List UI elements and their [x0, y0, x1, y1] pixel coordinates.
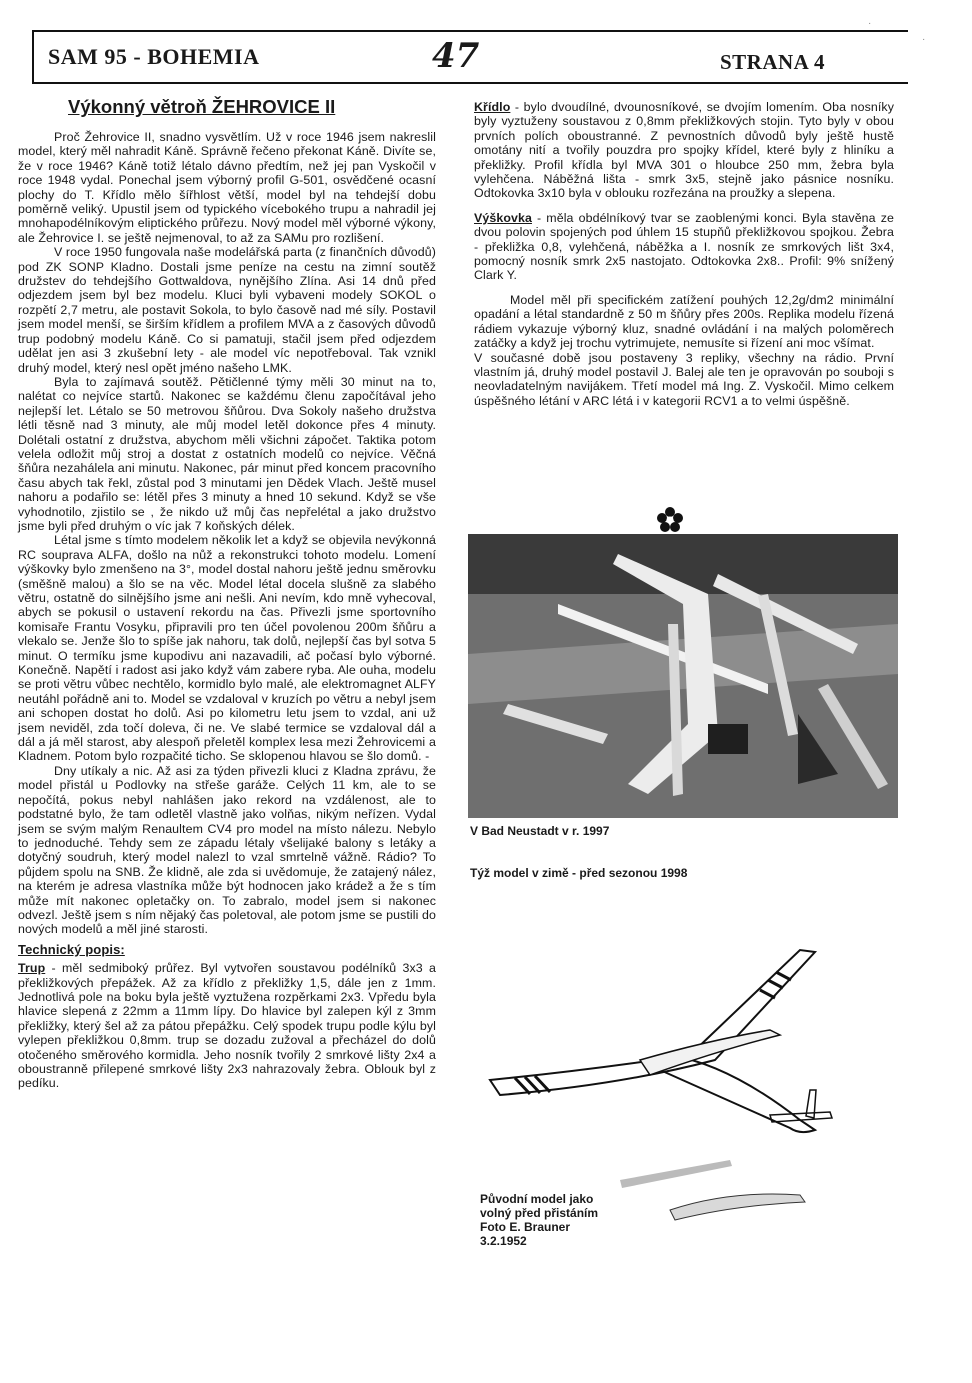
- paragraph: Byla to zajímavá soutěž. Pětičlenné týmy měli 30 minut na to, nalétat co nejvíce startů. Nakonec se každému členu započítával jeho nejlepší let. Létalo se 50 metrovou šňůrou. Dva Sokoly našeho družstva létli těsně nad 3 minuty, ale můj model letěl dokonce přes 4 minuty. Dolétali ostatní z družstva, abychom měli všichni zápočet. Taktika potom velela odložit můj stroj a dostat z ostatních modelů co nejvíce. Věčná šňůra nezahálela ani minutu. Nakonec, pár minut před koncem pracovního času abych tak řekl, zůstal pod 3 minutami jen Dědek Vlach. Ještě musel nahoru a podařilo se: létěl přes 3 minuty a hned 10 sekund. Když se vše vyhodnotilo, zjistilo se , že nikdo už můj čas nepřelétal a jako družstvo jsme byli před druhým o víc jak 7 koňských délek.: [18, 374, 436, 533]
- kridlo-label: Křídlo: [474, 100, 511, 114]
- issue-number: 47: [432, 36, 480, 76]
- page-number: STRANA 4: [720, 50, 825, 74]
- right-column: [474, 100, 894, 408]
- newsletter-name: SAM 95 - BOHEMIA: [48, 44, 260, 69]
- tech-heading: Technický popis:: [18, 941, 125, 957]
- left-column: [18, 130, 436, 1091]
- photo-caption: Týž model v zimě - před sezonou 1998: [470, 866, 688, 880]
- paragraph: V roce 1950 fungovala naše modelářská parta (z finančních důvodů) pod ZK SONP Kladno. Dostali jsme peníze na cestu na zimní soutěž družstev do tehdejšího Gottwaldova, nynějšího Zlína. Asi 14 dnů před odjezdem jsem byl bez modelu. Kluci byli vybaveni modely SOKOL o rozpětí 2,7 metru, ale postavit Sokola, to bylo časově nad mé síly. Postavil jsem model menší, se širším křídlem a profilem MVA a z časových důvodů trup podobný modelu Káně. Co si pamatuji, stačil jsem před odjezdem udělat jen asi 3 zkušební lety - ale model víc nepotřeboval. Tak vznikl druhý model, který nesl opět jméno našeho LMK.: [18, 245, 436, 375]
- kridlo-paragraph: [474, 100, 894, 201]
- paragraph: Dny utíkaly a nic. Až asi za týden přivezli kluci z Kladna zprávu, že model přistál u Podlovky na střeše garáže. Celých 11 km, ale to se nepočítá, pokus nebyl nahlášen jako rekord na vzdálenost, ale to podstatné bylo, že tam odletěl vlastně jako volňas, nikým neřízen. Vydal jsem se svým malým Renaultem CV4 pro model na místo nálezu. Nebylo to jednoduché. Tehdy sem ze západu létaly všelijaké balony s letáky a dotyčný soudruh, který model nalezl to vzal smrtelně vážně. Rádio? To půjdem spolu na SNB. Že klidně, ale zda si uvědomuje, že zatajený nález, na kterém je adresa vlastníka může být hodnocen jako krádež a že s tím může mít nakonec opletačky on. To zabralo, model jsem si nakonec odvezl. Ještě jsem s ním nějaký čas poletoval, ale potom jsme se pustili do nových modelů a měl jiné starosti.: [18, 763, 436, 937]
- vyskovka-text: - měla obdélníkový tvar se zaoblenými konci. Byla stavěna ze dvou polovin spojených pod úhlem 15 stupňů překližkovou spojkou. Žebra - překližka 0,8, vylehčená, náběžka a I. nosník ze smrkových lišt 3x4, pomocný nosník smrk 2x5 nastojato. Odtokovka 2x8.. Profil: 9% snížený Clark Y.: [474, 210, 894, 283]
- kridlo-text: - bylo dvoudílné, dvounosníkové, se dvojím lomením. Oba nosníky byly vyztuženy soustavou z 0,8mm překližkových stojin. Tyto byly v obou prvních polích oboustranné. Z pevnostních důvodů byly ještě hustě omotány nití a tvořily pouzdra pro spojky křídel, které byly z hliníku a překližky. Profil křídla byl MVA 301 o hloubce 250 mm, žebra byla vylehčena. Náběžná lišta - smrk 3x5, stejně jako pásnice nosníku. Odtokovka 3x10 byla v oblouku rozřezána na proužky a slepena.: [474, 100, 894, 201]
- trup-text: - měl sedmiboký průřez. Byl vytvořen soustavou podélníků 3x3 a překližkových přepážek. Až za křídlo z překližky 1,5, dále jen z 1mm. Jednotlivá pole na boku byla ještě vyztužena rozpěrkami 2x3. Vpředu byla hlavice slepená z 22mm a 11mm lípy. Do hlavice byl zalepen kýl z 3mm překližky, který šel až za pátou přepážku. Celý spodek trupu podle kýlu byl vylepen překližkou 0,8mm. trup se dozadu zužoval a přecházel do dolů otočeného směrového kormidla. Jeho nosník tvořily 2 smrkové lišty 2x4 a oboustranně přilepené smrkové lišty 2x3 nahrazovaly žebra. Oblouk byl z pedíku.: [18, 961, 436, 1091]
- vyskovka-paragraph: [474, 211, 894, 283]
- photo-gliders: [468, 534, 898, 818]
- paragraph: V současné době jsou postaveny 3 repliky, všechny na rádio. První vlastním já, druhý model postavil J. Balej ale ten je opravován po souboji s neovladatelným navijákem. Třetí model má Ing. Z. Vyskočil. Mimo celkem úspěšného létání v ARC létá i v kategorii RCV1 a to velmi úspěšně.: [474, 350, 894, 408]
- paragraph: Model měl při specifickém zatížení pouhých 12,2g/dm2 minimální opadání a létal standardně z 50 m šňůry přes 200s. Replika modelu řízená rádiem vykazuje výborný kluz, snadné ovládání i na malých poloměrech zatáčky a když jej trochu vytrimujete, nemusíte si řízení ani moc všímat.: [474, 292, 894, 351]
- trup-paragraph: [18, 961, 436, 1091]
- scan-mark: ·: [922, 34, 926, 45]
- scan-mark: ·: [868, 18, 872, 29]
- page-header: [32, 30, 908, 84]
- paragraph: Létal jsme s tímto modelem několik let a když se objevila nevýkonná RC souprava ALFA, došlo na nůž a rekonstrukci tohoto modelu. Lomení výškovky bylo zmenšeno na 3°, model dostal nahoru ještě jednu směrovku (směšně malou) a šlo se na věc. Model létal docela slušně za slabého větru, ostatně do silnějšího jsme ani nešli. Ani nevím, kdo mně vyhecoval, abych se pokusil o ustavení rekordu na čas. Přivezli jsme sportovního komisaře Frantu Vosyku, připravili pro ten účel povolenou 200m šňůru a vlekalo se. Jenže šlo to spíše jak nahoru, tak dolů, nejlepší čas byl sotva 5 minut. O termíku jsme kupodivu ani nazavadili, ač počasí bylo výborné. Konečně. Napětí i radost asi jako když vám zabere ryba. Ale ouha, modelu se proti větru vůbec nechtělo, kormidlo bylo malé, ale elektromagnet ALFY neutáhl pořádně ani to. Model se vzdaloval v kruzích po větru a nebyl jsem ani schopen dostat ho dolů. Asi po kilometru letu jsem to vzdal, ani už jsem neviděl, zda točí doleva, či ne. Ve slabé termice se vzdaloval dál a dál a já měl starost, aby alespoň přeletěl komplex lesa mezi Žehrovicemi a Kladnem. Potom bylo rozpačité ticho. Se sklopenou hlavou se šlo domů. -: [18, 533, 436, 764]
- photo-caption: V Bad Neustadt v r. 1997: [470, 824, 610, 838]
- article-title: Výkonný větroň ŽEHROVICE II: [68, 96, 336, 117]
- paragraph: Proč Žehrovice II, snadno vysvětlím. Už v roce 1946 jsem nakreslil model, který měl nahradit Káně. Správně řečeno překonat Káně. Divíte se, že v roce 1946? Káně totiž létalo dávno předtím, než jej pan Vyskočil v roce 1948 vydal. Ponechal jsem výborný profil G-501, osvědčené ocasní plochy do T. Křídlo mělo šířhlost větší, model byl na tehdejší dobu poměrně veliký. Upustil jsem od typického vícebokého trupu a nahradil jej mnohapodélníkovým eliptického průřezu. Nový model měl výborné výkony, ale Žehrovice I. se ještě nejmenoval, to až za SAMu pro rozlišení.: [18, 130, 436, 245]
- flower-ornament-icon: [656, 506, 684, 534]
- trup-label: Trup: [18, 961, 46, 976]
- vyskovka-label: Výškovka: [474, 210, 532, 225]
- photo-caption: Původní model jako volný před přistáním Foto E. Brauner 3.2.1952: [480, 1192, 599, 1248]
